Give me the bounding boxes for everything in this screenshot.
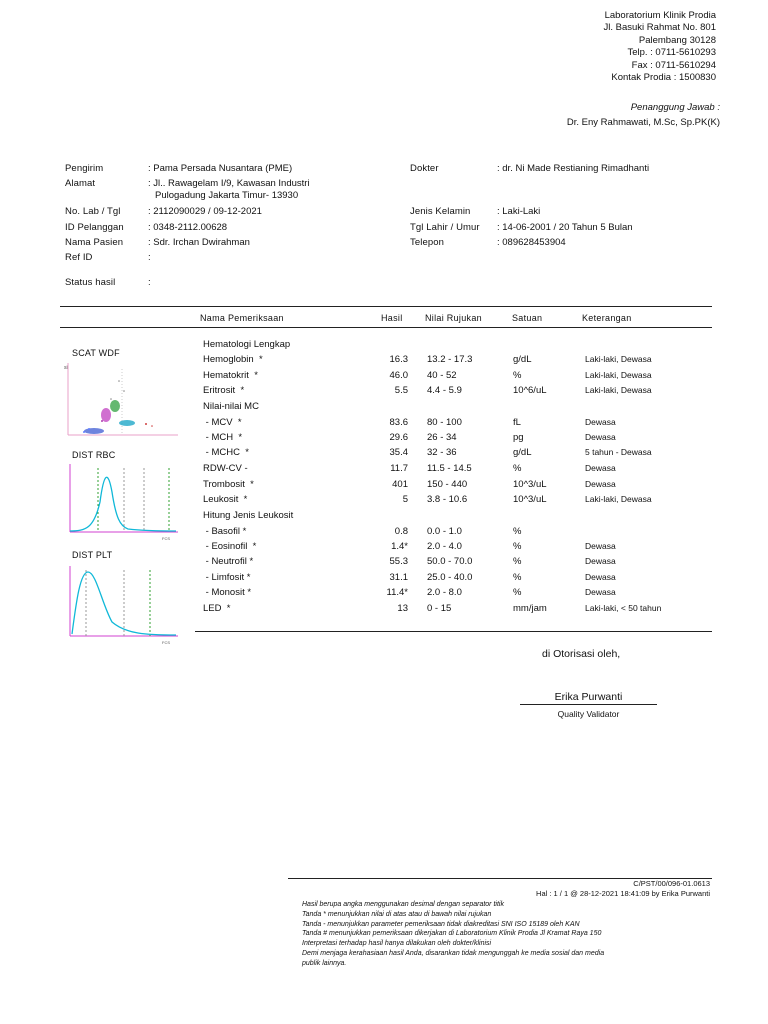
cell-hasil: 11.7 bbox=[390, 463, 408, 474]
cell-hasil: 5 bbox=[402, 494, 408, 505]
cell-nama: - Basofil * bbox=[203, 526, 247, 537]
lab-contact: Kontak Prodia : 1500830 bbox=[611, 72, 716, 84]
dist-plt-plot bbox=[66, 564, 182, 644]
cell-satuan: % bbox=[513, 587, 522, 598]
cell-satuan: % bbox=[513, 541, 522, 552]
lab-name: Laboratorium Klinik Prodia bbox=[604, 10, 716, 21]
cell-satuan: pg bbox=[513, 432, 524, 443]
note-7: publik lainnya. bbox=[302, 959, 347, 967]
scat-wdf-plot bbox=[64, 361, 180, 439]
cell-satuan: % bbox=[513, 572, 522, 583]
page-info: Hal : 1 / 1 @ 28-12-2021 18:41:09 by Erika Purwanti bbox=[536, 889, 710, 898]
cell-nama: LED * bbox=[203, 603, 231, 614]
cell-satuan: 10^3/uL bbox=[513, 494, 547, 505]
cell-hasil: 35.4 bbox=[389, 447, 408, 458]
status-value: : bbox=[148, 277, 151, 288]
cell-satuan: % bbox=[513, 556, 522, 567]
footer-notes bbox=[302, 900, 604, 969]
cell-ket: Dewasa bbox=[585, 556, 616, 566]
tgl-label: Tgl Lahir / Umur bbox=[410, 222, 480, 233]
cell-rujukan: 0 - 15 bbox=[427, 603, 452, 614]
signer-name: Erika Purwanti bbox=[554, 691, 623, 703]
cell-ket: Laki-laki, Dewasa bbox=[585, 494, 652, 504]
cell-satuan: 10^3/uL bbox=[513, 479, 547, 490]
eos-cluster bbox=[119, 420, 135, 426]
cell-rujukan: 50.0 - 70.0 bbox=[427, 556, 473, 567]
header-nama: Nama Pemeriksaan bbox=[200, 313, 284, 323]
note-1: Hasil berupa angka menggunakan desimal dengan separator titik bbox=[302, 901, 504, 908]
cell-ket: Dewasa bbox=[585, 432, 616, 442]
rbc-curve bbox=[70, 477, 176, 531]
cell-hasil: 401 bbox=[392, 479, 408, 490]
note-6: Demi menjaga kerahasiaan hasil Anda, disarankan tidak mengunggah ke media sosial dan media bbox=[302, 949, 605, 957]
cell-rujukan: 4.4 - 5.9 bbox=[427, 385, 462, 396]
refid-label: Ref ID bbox=[65, 252, 93, 263]
cell-nama: RDW-CV - bbox=[203, 463, 248, 474]
svg-text:FCS: FCS bbox=[162, 536, 170, 541]
cell-satuan: fL bbox=[513, 417, 521, 428]
cell-nama: Trombosit * bbox=[203, 479, 254, 490]
cell-ket: Laki-laki, < 50 tahun bbox=[585, 603, 662, 613]
cell-ket: Dewasa bbox=[585, 541, 616, 551]
cell-rujukan: 3.8 - 10.6 bbox=[427, 494, 468, 505]
cell-rujukan: 25.0 - 40.0 bbox=[427, 572, 473, 583]
table-top-rule bbox=[60, 306, 712, 307]
cell-nama: - Monosit * bbox=[203, 587, 252, 598]
cell-nama: - Eosinofil * bbox=[203, 541, 257, 552]
jk-label: Jenis Kelamin bbox=[410, 206, 471, 217]
nama-label: Nama Pasien bbox=[65, 237, 124, 248]
cell-hasil: 55.3 bbox=[389, 556, 408, 567]
nama-value: : Sdr. Irchan Dwirahman bbox=[148, 237, 250, 248]
cell-rujukan: 2.0 - 8.0 bbox=[427, 587, 462, 598]
note-4: Tanda # menunjukkan pemeriksaan dikerjakan di Laboratorium Klinik Prodia Jl Kramat Raya 150 bbox=[302, 930, 602, 938]
cell-rujukan: 80 - 100 bbox=[427, 417, 462, 428]
table-bottom-rule bbox=[195, 631, 712, 632]
header-hasil: Hasil bbox=[381, 313, 403, 323]
cell-hasil: 11.4* bbox=[386, 587, 408, 598]
cell-nama: Hitung Jenis Leukosit bbox=[203, 510, 294, 521]
header-rujukan: Nilai Rujukan bbox=[425, 313, 482, 323]
cell-satuan: g/dL bbox=[513, 354, 532, 365]
tgl-value: : 14-06-2001 / 20 Tahun 5 Bulan bbox=[497, 222, 633, 233]
cell-rujukan: 2.0 - 4.0 bbox=[427, 541, 462, 552]
cell-nama: Leukosit * bbox=[203, 494, 248, 505]
cell-hasil: 16.3 bbox=[389, 354, 408, 365]
dokter-label: Dokter bbox=[410, 163, 439, 174]
scat-title: SCAT WDF bbox=[72, 348, 120, 358]
svg-text:si: si bbox=[64, 365, 68, 371]
idpel-label: ID Pelanggan bbox=[65, 222, 124, 233]
cell-nama: - MCV * bbox=[203, 417, 242, 428]
status-label: Status hasil bbox=[65, 277, 116, 288]
lab-city: Palembang 30128 bbox=[638, 34, 716, 46]
alamat-line2: Pulogadung Jakarta Timur- 13930 bbox=[155, 190, 299, 201]
cell-nama: Hematokrit * bbox=[203, 370, 258, 381]
lab-fax: Fax : 0711-5610294 bbox=[631, 59, 716, 71]
cell-satuan: 10^6/uL bbox=[513, 385, 547, 396]
jk-value: : Laki-Laki bbox=[497, 206, 541, 217]
lab-header bbox=[604, 10, 716, 84]
refid-value: : bbox=[148, 252, 151, 263]
lab-phone: Telp. : 0711-5610293 bbox=[627, 47, 716, 59]
cell-rujukan: 11.5 - 14.5 bbox=[427, 463, 472, 474]
cell-satuan: % bbox=[513, 526, 522, 537]
alamat-label: Alamat bbox=[65, 178, 96, 189]
cell-ket: Laki-laki, Dewasa bbox=[585, 370, 652, 380]
cell-ket: Dewasa bbox=[585, 572, 616, 582]
alamat-line1: : Jl.. Rawagelam I/9, Kawasan Industri bbox=[148, 178, 310, 189]
cell-ket: Laki-laki, Dewasa bbox=[585, 354, 652, 364]
cell-rujukan: 13.2 - 17.3 bbox=[427, 354, 473, 365]
telp-label: Telepon bbox=[410, 237, 444, 248]
cell-nama: Hematologi Lengkap bbox=[203, 339, 291, 350]
dokter-value: : dr. Ni Made Restianing Rimadhanti bbox=[497, 163, 650, 174]
doc-code: C/PST/00/096-01.0613 bbox=[633, 879, 710, 888]
cell-ket: Dewasa bbox=[585, 587, 616, 597]
cell-satuan: g/dL bbox=[513, 447, 532, 458]
cell-ket: Dewasa bbox=[585, 417, 616, 427]
mono-cluster bbox=[101, 408, 111, 422]
header-ket: Keterangan bbox=[582, 313, 632, 323]
lab-address: Jl. Basuki Rahmat No. 801 bbox=[603, 22, 716, 34]
note-3: Tanda - menunjukkan parameter pemeriksaan tidak diakreditasi SNI ISO 15189 oleh KAN bbox=[302, 920, 580, 928]
penanggung-jawab bbox=[567, 100, 720, 130]
cell-rujukan: 26 - 34 bbox=[427, 432, 457, 443]
cell-nama: Hemoglobin * bbox=[203, 354, 263, 365]
neut-cluster bbox=[110, 400, 120, 412]
cell-satuan: mm/jam bbox=[513, 603, 547, 614]
pengirim-value: : Pama Persada Nusantara (PME) bbox=[148, 163, 293, 174]
cell-satuan: % bbox=[513, 463, 522, 474]
svg-text:FCS: FCS bbox=[162, 640, 170, 644]
dist-rbc-plot bbox=[66, 462, 182, 542]
table-header-rule bbox=[60, 327, 712, 328]
cell-hasil: 83.6 bbox=[389, 417, 408, 428]
cell-hasil: 46.0 bbox=[389, 370, 408, 381]
cell-rujukan: 40 - 52 bbox=[427, 370, 457, 381]
cell-hasil: 5.5 bbox=[394, 385, 408, 396]
cell-hasil: 13 bbox=[397, 603, 408, 614]
cell-nama: Nilai-nilai MC bbox=[203, 401, 259, 412]
cell-nama: - Limfosit * bbox=[203, 572, 251, 583]
cell-ket: Dewasa bbox=[585, 479, 616, 489]
signer-role: Quality Validator bbox=[557, 709, 620, 719]
idpel-value: : 0348-2112.00628 bbox=[148, 222, 228, 233]
cell-rujukan: 150 - 440 bbox=[427, 479, 468, 490]
penanggung-name: Dr. Eny Rahmawati, M.Sc, Sp.PK(K) bbox=[566, 117, 720, 128]
pengirim-label: Pengirim bbox=[65, 163, 104, 174]
otorisasi-text: di Otorisasi oleh, bbox=[542, 648, 621, 660]
header-satuan: Satuan bbox=[512, 313, 543, 323]
signature-rule bbox=[520, 704, 657, 705]
telp-value: : 089628453904 bbox=[497, 237, 566, 248]
penanggung-label: Penanggung Jawab : bbox=[630, 102, 720, 113]
cell-nama: - MCHC * bbox=[203, 447, 249, 458]
cell-ket: Laki-laki, Dewasa bbox=[585, 385, 652, 395]
cell-ket: Dewasa bbox=[585, 463, 616, 473]
cell-nama: - Neutrofil * bbox=[203, 556, 254, 567]
cell-satuan: % bbox=[513, 370, 522, 381]
note-5: Interpretasi terhadap hasil hanya dilakukan oleh dokter/klinisi bbox=[302, 940, 492, 948]
cell-hasil: 31.1 bbox=[389, 572, 408, 583]
rbc-title: DIST RBC bbox=[72, 450, 116, 460]
cell-rujukan: 32 - 36 bbox=[427, 447, 457, 458]
cell-hasil: 0.8 bbox=[394, 526, 408, 537]
plt-title: DIST PLT bbox=[72, 550, 113, 560]
cell-nama: Eritrosit * bbox=[203, 385, 245, 396]
cell-nama: - MCH * bbox=[203, 432, 243, 443]
note-2: Tanda * menunjukkan nilai di atas atau di bawah nilai rujukan bbox=[302, 910, 492, 918]
cell-hasil: 1.4* bbox=[391, 541, 408, 552]
nolab-label: No. Lab / Tgl bbox=[65, 206, 121, 217]
cell-hasil: 29.6 bbox=[389, 432, 408, 443]
lymph-cluster bbox=[84, 428, 104, 434]
cell-ket: 5 tahun - Dewasa bbox=[585, 447, 652, 457]
nolab-value: : 2112090029 / 09-12-2021 bbox=[148, 206, 262, 217]
cell-rujukan: 0.0 - 1.0 bbox=[427, 526, 462, 537]
